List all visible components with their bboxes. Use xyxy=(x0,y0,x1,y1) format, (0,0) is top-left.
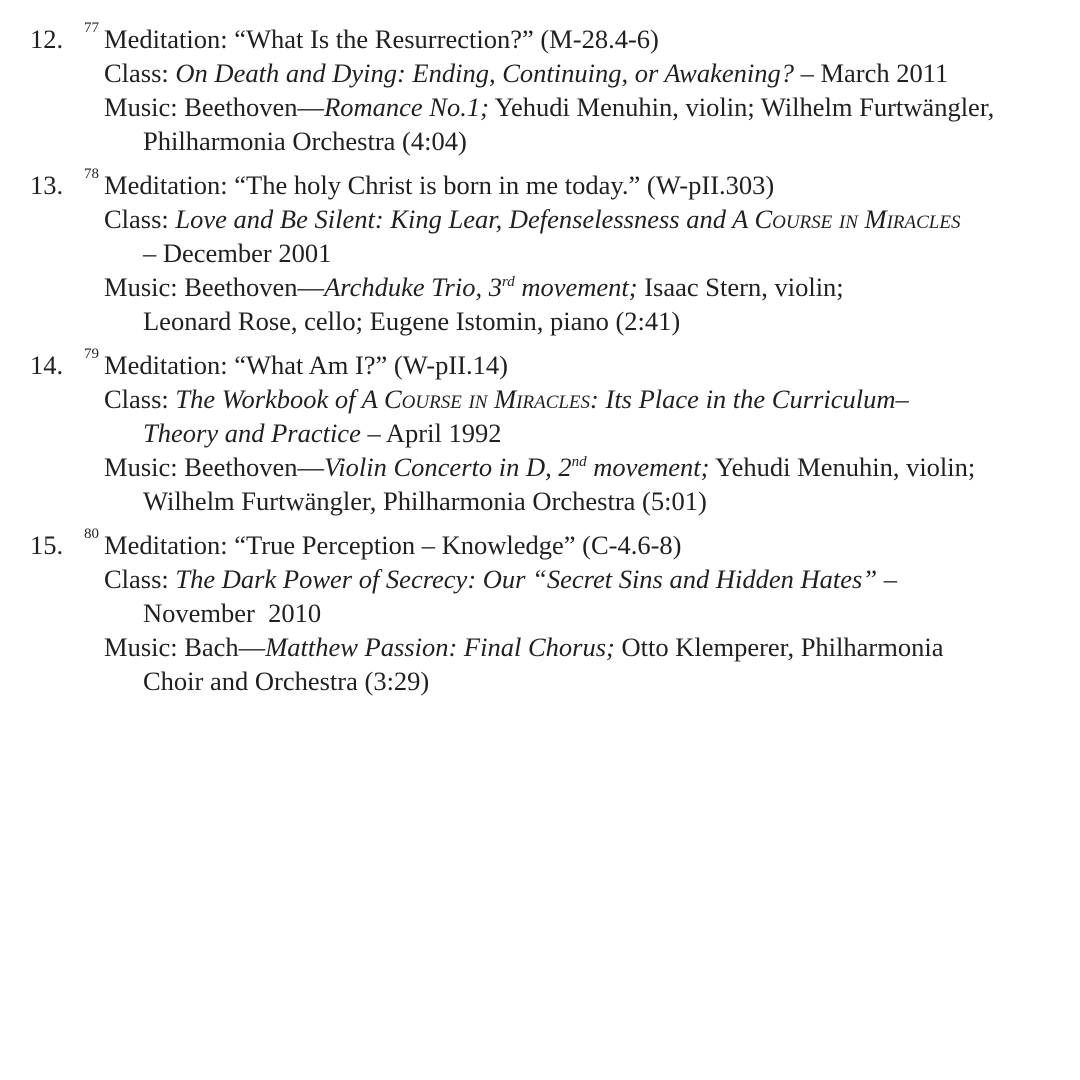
class-label: Class: xyxy=(104,58,176,88)
meditation-list xyxy=(0,22,1080,708)
list-item xyxy=(0,22,1080,158)
class-line xyxy=(104,202,1080,236)
class-line xyxy=(104,56,1080,90)
music-performers: Otto Klemperer, Philharmonia xyxy=(614,632,944,662)
class-title-part: : Its Place in the Curriculum– xyxy=(590,384,909,414)
ordinal-suffix: rd xyxy=(501,274,515,290)
class-title-part: The Workbook of A xyxy=(175,384,384,414)
music-line xyxy=(104,270,1080,304)
music-line xyxy=(104,450,1080,484)
ordinal-suffix: nd xyxy=(571,454,587,470)
music-label: Music: Bach— xyxy=(104,632,266,662)
class-label: Class: xyxy=(104,384,176,414)
list-item xyxy=(0,168,1080,338)
music-line xyxy=(104,630,1080,664)
class-date: – March 2011 xyxy=(793,58,949,88)
entry-number: 13. xyxy=(30,170,64,200)
meditation-title: Meditation: “True Perception – Knowledge” (C-4.6-8) xyxy=(104,530,682,560)
class-title xyxy=(175,204,960,234)
class-title-part: Love and Be Silent: King Lear, Defenselessness and A xyxy=(175,204,755,234)
class-title-small-caps: Course in Miracles xyxy=(384,384,591,414)
music-title-part: Archduke Trio, 3 xyxy=(324,272,502,302)
entry-number: 12. xyxy=(30,24,64,54)
music-title xyxy=(324,452,709,482)
class-line xyxy=(104,562,1080,596)
music-performers-continued: Wilhelm Furtwängler, Philharmonia Orchestra (5:01) xyxy=(143,486,707,516)
music-performers: Isaac Stern, violin; xyxy=(637,272,844,302)
music-title-part: Violin Concerto in D, 2 xyxy=(324,452,572,482)
music-title-part: movement; xyxy=(514,272,638,302)
music-performers: Yehudi Menuhin, violin; xyxy=(709,452,976,482)
class-label: Class: xyxy=(104,564,176,594)
meditation-title: Meditation: “The holy Christ is born in me today.” (W-pII.303) xyxy=(104,170,775,200)
music-line xyxy=(104,90,1080,124)
music-title: Matthew Passion: Final Chorus; xyxy=(265,632,615,662)
music-performers: Yehudi Menuhin, violin; Wilhelm Furtwängler, xyxy=(488,92,995,122)
entry-number: 15. xyxy=(30,530,64,560)
class-label: Class: xyxy=(104,204,176,234)
music-title xyxy=(324,272,638,302)
class-title: The Dark Power of Secrecy: Our “Secret Sins and Hidden Hates” xyxy=(175,564,878,594)
class-title xyxy=(175,384,908,414)
class-title-part: Theory and Practice xyxy=(143,418,361,448)
class-date: – December 2001 xyxy=(143,238,332,268)
music-performers-continued: Choir and Orchestra (3:29) xyxy=(143,666,430,696)
list-item xyxy=(0,348,1080,518)
meditation-title: Meditation: “What Is the Resurrection?” (M-28.4-6) xyxy=(104,24,659,54)
music-performers-continued: Leonard Rose, cello; Eugene Istomin, piano (2:41) xyxy=(143,306,681,336)
class-date: – April 1992 xyxy=(360,418,502,448)
music-label: Music: Beethoven— xyxy=(104,452,325,482)
footnote-marker: 77 xyxy=(84,20,99,36)
music-title-part: movement; xyxy=(586,452,710,482)
entry-number: 14. xyxy=(30,350,64,380)
music-label: Music: Beethoven— xyxy=(104,92,325,122)
class-date: November 2010 xyxy=(143,598,322,628)
class-dash: – xyxy=(877,564,897,594)
class-line-continued xyxy=(104,416,1080,450)
footnote-marker: 79 xyxy=(84,346,99,362)
list-item xyxy=(0,528,1080,698)
meditation-title: Meditation: “What Am I?” (W-pII.14) xyxy=(104,350,508,380)
music-title: Romance No.1; xyxy=(324,92,489,122)
class-title-small-caps: Course in Miracles xyxy=(754,204,961,234)
footnote-marker: 80 xyxy=(84,526,99,542)
music-label: Music: Beethoven— xyxy=(104,272,325,302)
footnote-marker: 78 xyxy=(84,166,99,182)
class-title: On Death and Dying: Ending, Continuing, or Awakening? xyxy=(175,58,794,88)
class-line xyxy=(104,382,1080,416)
music-performers-continued: Philharmonia Orchestra (4:04) xyxy=(143,126,467,156)
